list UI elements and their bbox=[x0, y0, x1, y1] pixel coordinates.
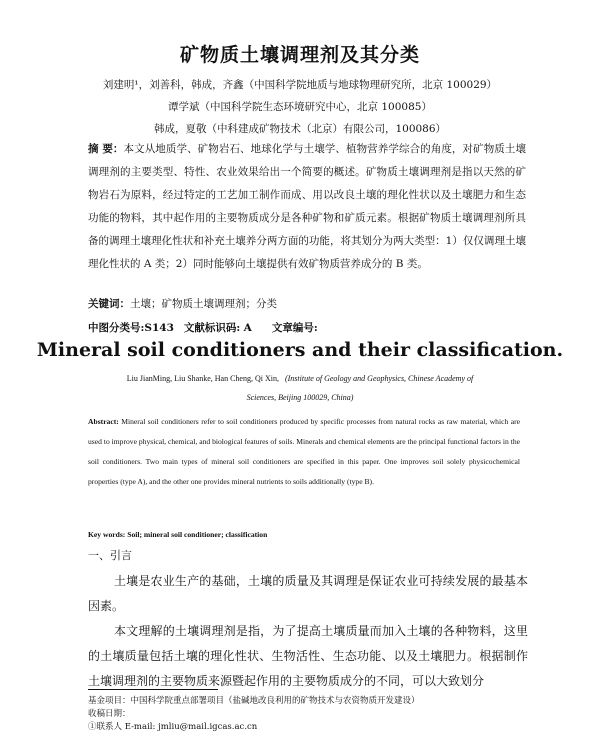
footnote-contact: ①联系人 E-mail: jmliu@mail.igcas.ac.cn bbox=[88, 722, 258, 732]
abstract-cn bbox=[88, 138, 526, 276]
section-heading: 一、引言 bbox=[88, 549, 132, 562]
doc-code-value: A bbox=[243, 322, 252, 334]
author-line-2: 谭学斌（中国科学院生态环境研究中心，北京 100085） bbox=[168, 101, 432, 113]
keywords-cn-text: 土壤；矿物质土壤调理剂；分类 bbox=[130, 298, 277, 310]
abstract-en-text: Mineral soil conditioners refer to soil conditioners produced by specific processes from natural rocks as raw material, which are used to improve physical, chemical, and biological features of soils. Minerals and chemical elements are the principal functional factors in the soil conditioners. Two main types of mineral soil conditioners are specified in this paper. One improves soil solely physicochemical properties (type A), and the other one provides mineral nutrients to soils additionally (type B). bbox=[88, 417, 520, 486]
footnote-rule bbox=[88, 689, 218, 690]
keywords-en bbox=[88, 525, 520, 545]
body-paragraph-2: 本文理解的土壤调理剂是指，为了提高土壤质量而加入土壤的各种物料，这里的土壤质量包括土壤的理化性状、生物活性、生态功能、以及土壤肥力。根据制作土壤调理剂的主要物质来源暨起作用的主要物质成分的不同，可以大致划分 bbox=[88, 624, 528, 688]
authors-en-affiliation-2: Sciences, Beijing 100029, China) bbox=[246, 393, 354, 402]
clc-value: S143 bbox=[144, 322, 174, 334]
abstract-cn-text: 本文从地质学、矿物岩石、地球化学与土壤学、植物营养学综合的角度，对矿物质土壤调理剂的主要类型、特性、农业效果给出一个简要的概述。矿物质土壤调理剂是指以天然的矿物岩石为原料，经过特定的工艺加工制作而成、用以改良土壤的理化性状以及土壤肥力和生态功能的物料，其中起作用的主要物质成分是各种矿物和矿质元素。根据矿物质土壤调理剂所具备的调理土壤理化性状和补充土壤养分两方面的功能，将其划分为两大类型：1）仅仅调理土壤理化性状的 A 类；2）同时能够向土壤提供有效矿物质营养成分的 B 类。 bbox=[88, 143, 526, 270]
keywords-en-label: Key words: bbox=[88, 530, 126, 539]
abstract-en-label: Abstract: bbox=[88, 417, 119, 426]
author-line-3: 韩成，夏敬（中科建成矿物技术（北京）有限公司，100086） bbox=[153, 123, 447, 135]
abstract-cn-label: 摘 要： bbox=[88, 143, 124, 155]
classification-line bbox=[88, 320, 318, 335]
abstract-en bbox=[88, 412, 520, 492]
article-number-label: 文章编号: bbox=[271, 322, 318, 334]
authors-en-line-1 bbox=[0, 374, 600, 383]
authors-en-names: Liu JianMing, Liu Shanke, Han Cheng, Qi Xin, bbox=[126, 374, 279, 383]
keywords-cn-label: 关键词： bbox=[88, 298, 130, 310]
clc-label: 中图分类号: bbox=[88, 322, 145, 334]
keywords-cn bbox=[88, 296, 277, 311]
title-cn: 矿物质土壤调理剂及其分类 bbox=[179, 44, 420, 66]
authors-en-line-2 bbox=[0, 393, 600, 402]
footnote-received: 收稿日期： bbox=[88, 709, 131, 719]
body-paragraph-1: 土壤是农业生产的基础，土壤的质量及其调理是保证农业可持续发展的最基本因素。 bbox=[88, 574, 528, 613]
author-line-1: 刘建明¹，刘善科，韩成，齐鑫（中国科学院地质与地球物理研究所，北京 100029） bbox=[102, 79, 498, 91]
footnote-fund: 基金项目：中国科学院重点部署项目（盐碱地改良利用的矿物技术与农资物质开发建设） bbox=[88, 696, 420, 706]
keywords-en-text: Soil; mineral soil conditioner; classification bbox=[127, 530, 268, 539]
authors-en-affiliation-1: (Institute of Geology and Geophysics, Chinese Academy of bbox=[284, 374, 474, 383]
title-en: Mineral soil conditioners and their classification. bbox=[36, 339, 564, 361]
doc-code-label: 文献标识码: bbox=[183, 322, 241, 334]
